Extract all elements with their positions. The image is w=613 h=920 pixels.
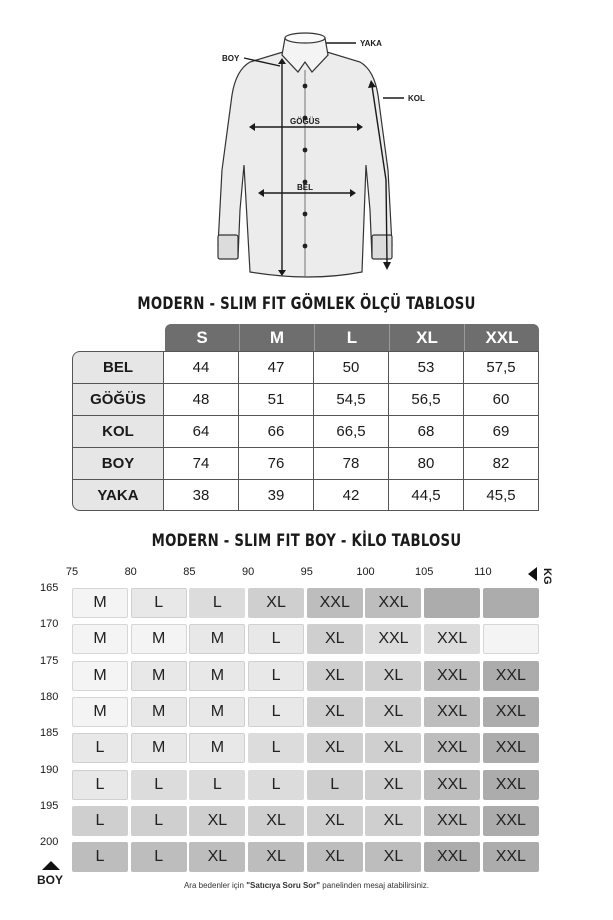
grid-cell: M [131, 661, 187, 691]
grid-cell: L [248, 661, 304, 691]
grid-cell: L [72, 842, 128, 872]
grid-cell: L [72, 770, 128, 800]
grid-cell: XL [307, 733, 363, 763]
label-gogus: GÖĞÜS [290, 117, 320, 126]
grid-cell: XL [189, 842, 245, 872]
size-column-header: M [240, 324, 315, 351]
grid-row [72, 624, 539, 654]
grid-cell: L [72, 733, 128, 763]
grid-cell: L [248, 770, 304, 800]
grid-cell: XXL [424, 842, 480, 872]
grid-cell: XXL [483, 733, 539, 763]
size-table-row [72, 415, 539, 447]
size-cell: 47 [239, 351, 314, 383]
grid-cell: L [189, 588, 245, 618]
label-yaka: YAKA [360, 39, 382, 48]
boy-label: BOY [37, 873, 64, 887]
grid-cell: M [189, 733, 245, 763]
boy-tick: 190 [40, 763, 59, 776]
grid-cell: XXL [424, 733, 480, 763]
size-table [72, 351, 539, 511]
grid-cell: XXL [483, 770, 539, 800]
grid-cell: L [189, 770, 245, 800]
grid-cell: XL [248, 842, 304, 872]
size-cell: 38 [164, 479, 239, 511]
label-boy: BOY [222, 54, 240, 63]
kg-tick: 110 [474, 566, 492, 578]
size-table-header [165, 324, 539, 351]
size-cell: 48 [164, 383, 239, 415]
size-cell: 64 [164, 415, 239, 447]
grid-cell: XXL [424, 624, 480, 654]
grid-cell: L [307, 770, 363, 800]
kg-tick: 105 [415, 566, 434, 578]
grid-row [72, 770, 539, 800]
kg-tick: 90 [241, 566, 255, 578]
size-cell: 45,5 [464, 479, 539, 511]
kg-tick: 95 [300, 566, 313, 578]
size-cell: 76 [239, 447, 314, 479]
grid-cell: XL [365, 806, 421, 836]
size-cell: 50 [314, 351, 389, 383]
boy-tick: 200 [40, 836, 59, 849]
kg-tick: 75 [65, 566, 79, 578]
size-cell: 80 [389, 447, 464, 479]
size-cell: 42 [314, 479, 389, 511]
grid-cell: XL [365, 770, 421, 800]
grid-cell: XL [365, 661, 421, 691]
grid-cell: XL [307, 842, 363, 872]
size-row-label: KOL [72, 415, 164, 447]
boy-tick: 170 [40, 618, 59, 631]
size-table-title: MODERN - SLIM FIT GÖMLEK ÖLÇÜ TABLOSU [137, 294, 476, 314]
grid-cell: M [189, 661, 245, 691]
grid-cell: M [131, 624, 187, 654]
size-cell: 69 [464, 415, 539, 447]
boy-tick: 175 [40, 654, 59, 667]
grid-cell [483, 624, 539, 654]
grid-cell: XL [307, 806, 363, 836]
grid-cell: L [131, 588, 187, 618]
size-cell: 66,5 [314, 415, 389, 447]
size-column-header: S [165, 324, 240, 351]
size-cell: 60 [464, 383, 539, 415]
label-kol: KOL [408, 94, 425, 103]
size-row-label: BOY [72, 447, 164, 479]
kg-tick: 80 [124, 566, 137, 578]
kg-label: KG [541, 568, 553, 585]
grid-cell: L [248, 624, 304, 654]
kg-tick: 85 [183, 566, 196, 578]
grid-row [72, 733, 539, 763]
grid-cell: M [131, 733, 187, 763]
size-column-header: L [315, 324, 390, 351]
size-cell: 57,5 [464, 351, 539, 383]
grid-cell: XL [365, 733, 421, 763]
size-table-row [72, 447, 539, 479]
grid-cell: XL [307, 661, 363, 691]
grid-row [72, 661, 539, 691]
size-column-header: XL [390, 324, 465, 351]
size-cell: 68 [389, 415, 464, 447]
boy-arrow-icon [40, 860, 62, 872]
grid-cell [424, 588, 480, 618]
grid-cell: L [131, 806, 187, 836]
grid-cell: L [248, 697, 304, 727]
grid-cell: XL [189, 806, 245, 836]
boy-tick: 180 [40, 690, 59, 703]
size-cell: 44 [164, 351, 239, 383]
size-row-label: YAKA [72, 479, 164, 511]
size-cell: 54,5 [314, 383, 389, 415]
grid-cell: L [131, 842, 187, 872]
grid-cell: XL [248, 588, 304, 618]
grid-cell: M [131, 697, 187, 727]
size-column-header: XXL [465, 324, 539, 351]
shirt-diagram [0, 0, 613, 290]
kg-tick: 100 [356, 566, 375, 578]
boy-tick: 195 [40, 799, 59, 812]
size-cell: 53 [389, 351, 464, 383]
grid-cell: M [189, 624, 245, 654]
size-cell: 44,5 [389, 479, 464, 511]
grid-cell: XXL [483, 842, 539, 872]
grid-cell: L [131, 770, 187, 800]
size-table-row [72, 383, 539, 415]
grid-cell: M [72, 697, 128, 727]
grid-cell [483, 588, 539, 618]
grid-cell: XXL [365, 624, 421, 654]
grid-cell: XL [365, 697, 421, 727]
grid-cell: XXL [424, 697, 480, 727]
grid-cell: L [72, 806, 128, 836]
grid-cell: XL [248, 806, 304, 836]
size-table-row [72, 351, 539, 383]
grid-cell: XXL [365, 588, 421, 618]
size-cell: 82 [464, 447, 539, 479]
size-cell: 39 [239, 479, 314, 511]
grid-cell: XXL [483, 661, 539, 691]
size-cell: 78 [314, 447, 389, 479]
grid-row [72, 842, 539, 872]
grid-cell: XL [365, 842, 421, 872]
footer-note: Ara bedenler için "Satıcıya Soru Sor" panelinden mesaj atabilirsiniz. [183, 881, 430, 890]
grid-cell: XXL [424, 770, 480, 800]
label-bel: BEL [297, 183, 313, 192]
size-table-row [72, 479, 539, 511]
weight-table-title: MODERN - SLIM FIT BOY - KİLO TABLOSU [151, 531, 462, 551]
size-cell: 66 [239, 415, 314, 447]
grid-row [72, 697, 539, 727]
boy-tick: 165 [40, 582, 59, 594]
boy-tick: 185 [40, 727, 59, 740]
grid-cell: XXL [307, 588, 363, 618]
grid-cell: XXL [483, 806, 539, 836]
grid-cell: XXL [424, 661, 480, 691]
grid-cell: M [72, 661, 128, 691]
grid-cell: XL [307, 697, 363, 727]
grid-cell: L [248, 733, 304, 763]
grid-cell: XXL [424, 806, 480, 836]
grid-row [72, 588, 539, 618]
grid-cell: XL [307, 624, 363, 654]
size-row-label: BEL [72, 351, 164, 383]
grid-cell: M [72, 588, 128, 618]
grid-row [72, 806, 539, 836]
grid-cell: M [72, 624, 128, 654]
size-cell: 74 [164, 447, 239, 479]
size-cell: 51 [239, 383, 314, 415]
size-cell: 56,5 [389, 383, 464, 415]
grid-cell: XXL [483, 697, 539, 727]
size-row-label: GÖĞÜS [72, 383, 164, 415]
grid-cell: M [189, 697, 245, 727]
